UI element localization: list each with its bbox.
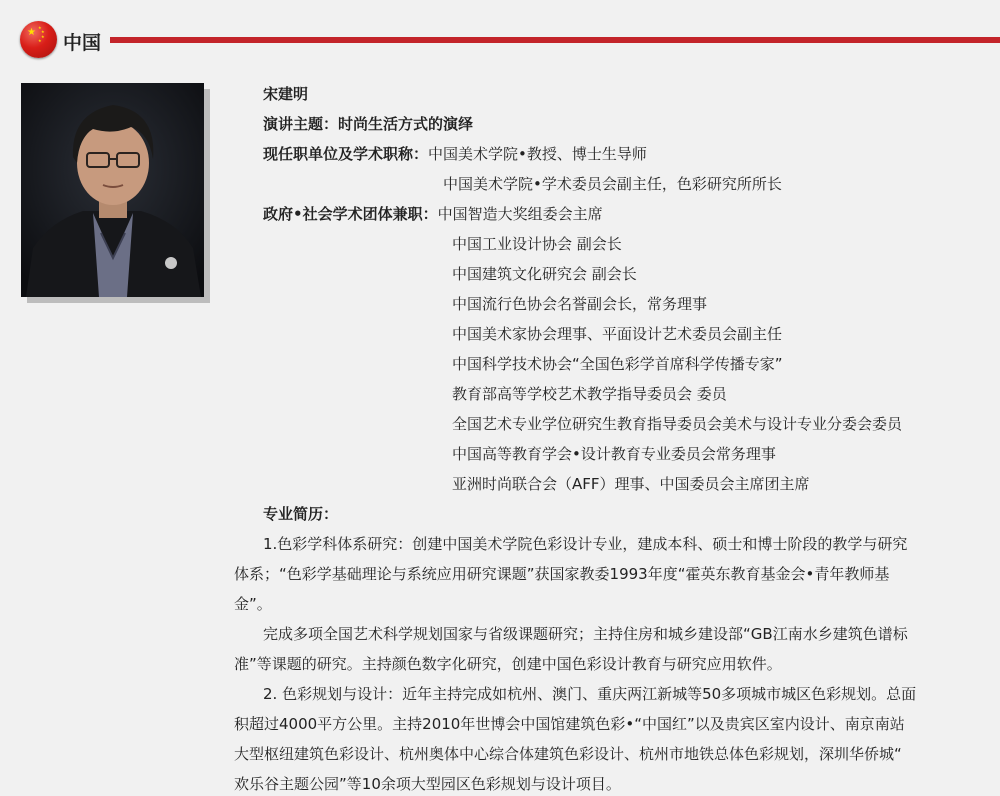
role-item: 亚洲时尚联合会（AFF）理事、中国委员会主席团主席 bbox=[452, 475, 810, 493]
bio-line: 欢乐谷主题公园”等10余项大型园区色彩规划与设计项目。 bbox=[234, 775, 621, 793]
bio-line: 体系；“色彩学基础理论与系统应用研究课题”获国家教委1993年度“霍英东教育基金会•青年教师基 bbox=[234, 565, 890, 583]
topic-label: 演讲主题： bbox=[263, 115, 339, 133]
bio-line: 积超过4000平方公里。主持2010年世博会中国馆建筑色彩•“中国红”以及贵宾区室内设计、南京南站 bbox=[234, 715, 905, 733]
header-divider bbox=[110, 37, 1000, 43]
roles-row bbox=[263, 204, 603, 224]
topic-row bbox=[263, 114, 473, 134]
bio-line: 准”等课题的研究。主持颜色数字化研究，创建中国色彩设计教育与研究应用软件。 bbox=[234, 655, 782, 673]
role-item: 中国高等教育学会•设计教育专业委员会常务理事 bbox=[452, 445, 776, 463]
speaker-photo bbox=[21, 83, 204, 297]
speaker-name: 宋建明 bbox=[263, 85, 309, 103]
position-item: 中国美术学院•教授、博士生导师 bbox=[428, 145, 647, 163]
role-item: 中国流行色协会名誉副会长，常务理事 bbox=[452, 295, 708, 313]
topic-value: 时尚生活方式的演绎 bbox=[338, 115, 474, 133]
role-item: 中国科学技术协会“全国色彩学首席科学传播专家” bbox=[452, 355, 783, 373]
role-item: 中国智造大奖组委会主席 bbox=[437, 205, 603, 223]
role-item: 教育部高等学校艺术教学指导委员会 委员 bbox=[452, 385, 727, 403]
bio-line: 1.色彩学科体系研究：创建中国美术学院色彩设计专业，建成本科、硕士和博士阶段的教学与研究 bbox=[263, 535, 908, 553]
china-flag-icon: ★ ★ ★ ★ ★ bbox=[20, 21, 57, 58]
section-header bbox=[20, 20, 1000, 60]
position-label: 现任职单位及学术职称： bbox=[263, 145, 429, 163]
bio-line: 大型枢纽建筑色彩设计、杭州奥体中心综合体建筑色彩设计、杭州市地铁总体色彩规划，深圳华侨城“ bbox=[234, 745, 902, 763]
roles-label: 政府•社会学术团体兼职： bbox=[263, 205, 438, 223]
bio-label: 专业简历： bbox=[263, 505, 339, 523]
bio-line: 完成多项全国艺术科学规划国家与省级课题研究；主持住房和城乡建设部“GB江南水乡建筑色谱标 bbox=[263, 625, 908, 643]
bio-line: 2. 色彩规划与设计：近年主持完成如杭州、澳门、重庆两江新城等50多项城市城区色彩规划。总面 bbox=[263, 685, 917, 703]
position-item: 中国美术学院•学术委员会副主任，色彩研究所所长 bbox=[443, 175, 782, 193]
role-item: 中国美术家协会理事、平面设计艺术委员会副主任 bbox=[452, 325, 783, 343]
role-item: 中国建筑文化研究会 副会长 bbox=[452, 265, 637, 283]
bio-line: 金”。 bbox=[234, 595, 272, 613]
country-label: 中国 bbox=[63, 32, 102, 54]
position-row bbox=[263, 144, 647, 164]
role-item: 全国艺术专业学位研究生教育指导委员会美术与设计专业分委会委员 bbox=[452, 415, 903, 433]
role-item: 中国工业设计协会 副会长 bbox=[452, 235, 622, 253]
